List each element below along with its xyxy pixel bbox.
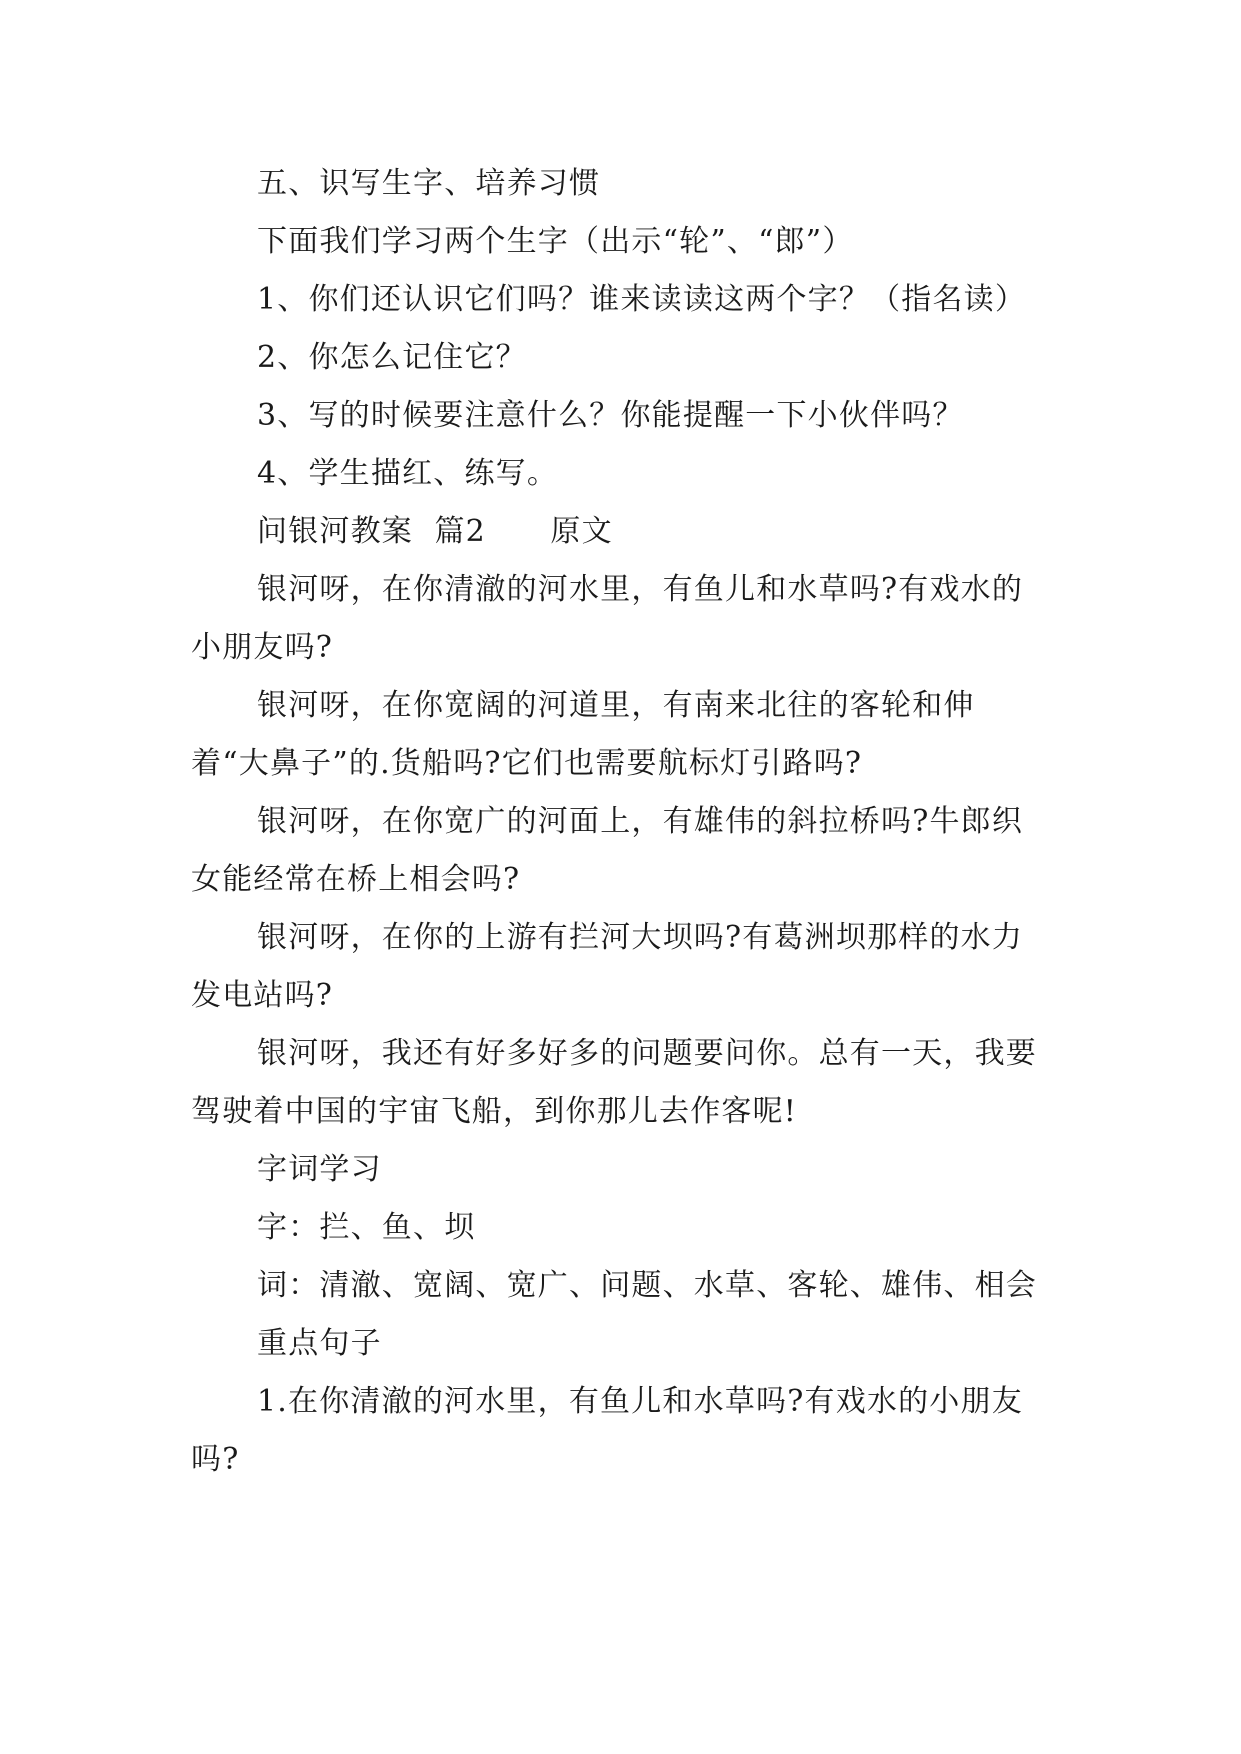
characters-list: 字：拦、鱼、坝 <box>257 1210 476 1245</box>
list-item: 1、你们还认识它们吗？谁来读读这两个字？（指名读） <box>257 282 1027 317</box>
poem-stanza: 银河呀，在你清澈的河水里，有鱼儿和水草吗?有戏水的小朋友吗? <box>191 572 1024 665</box>
key-sentence: 1.在你清澈的河水里，有鱼儿和水草吗?有戏水的小朋友吗? <box>191 1384 1023 1477</box>
list-item: 4、学生描红、练写。 <box>257 456 559 491</box>
document-body <box>191 155 1051 1489</box>
list-item: 2、你怎么记住它？ <box>257 340 527 375</box>
section-heading-key-sentences: 重点句子 <box>257 1326 382 1361</box>
poem-stanza: 银河呀，在你宽阔的河道里，有南来北往的客轮和伸着“大鼻子”的.货船吗?它们也需要航标灯引路吗? <box>191 688 975 781</box>
list-item: 3、写的时候要注意什么？你能提醒一下小伙伴吗？ <box>257 398 964 433</box>
poem-stanza: 银河呀，我还有好多好多的问题要问你。总有一天，我要驾驶着中国的宇宙飞船，到你那儿去作客呢! <box>191 1036 1037 1129</box>
section-heading-original-text: 问银河教案 篇2 原文 <box>257 514 613 549</box>
poem-stanza: 银河呀，在你的上游有拦河大坝吗?有葛洲坝那样的水力发电站吗? <box>191 920 1024 1013</box>
section-heading-vocabulary: 字词学习 <box>257 1152 382 1187</box>
words-list: 词：清澈、宽阔、宽广、问题、水草、客轮、雄伟、相会 <box>257 1268 1037 1303</box>
poem-stanza: 银河呀，在你宽广的河面上，有雄伟的斜拉桥吗?牛郎织女能经常在桥上相会吗? <box>191 804 1024 897</box>
paragraph: 下面我们学习两个生字（出示“轮”、“郎”） <box>257 224 854 259</box>
section-heading-writing-characters: 五、识写生字、培养习惯 <box>257 166 601 201</box>
